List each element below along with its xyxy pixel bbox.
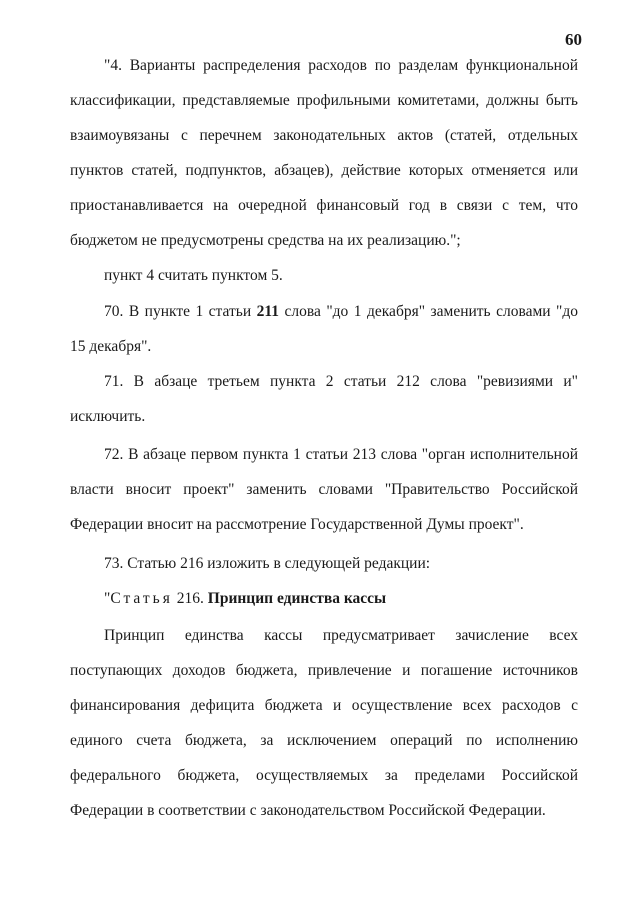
- heading-article-word: Статья: [110, 590, 173, 607]
- article-216-heading: [70, 581, 578, 616]
- page-number: 60: [565, 30, 582, 49]
- paragraph-70-end: слова "до 1 декабря" заменить словами "до 15 декабря".: [70, 303, 579, 355]
- heading-article-number: 216.: [172, 590, 208, 607]
- heading-article-title: Принцип единства кассы: [207, 590, 387, 607]
- heading-quote-mark: ": [104, 590, 111, 607]
- paragraph-73: 73. Статью 216 изложить в следующей редакции:: [104, 555, 431, 572]
- paragraph-70-start: 70. В пункте 1 статьи: [104, 303, 257, 320]
- article-number-211: 211: [256, 303, 280, 320]
- paragraph-70: [70, 294, 578, 364]
- article-216-body: Принцип единства кассы предусматривает зачисление всех поступающих доходов бюджета, привлечение и погашение источников финансирования дефицита бюджета и осуществление всех расходов с единого счета бюджета, за исключением операций по исполнению федерального бюджета, осуществляемых за пределами Российской Федерации в соответствии с законодательством Российской Федерации.: [70, 627, 578, 819]
- paragraph-renumber: пункт 4 считать пунктом 5.: [104, 267, 283, 284]
- paragraph-item-4-quote: "4. Варианты распределения расходов по разделам функциональной классификации, представляемые профильными комитетами, должны быть взаимоувязаны с перечнем законодательных актов (статей, отдельных пунктов статей, подпунктов, абзацев), действие которых отменяется или приостанавливается на очередной финансовый год в связи с тем, что бюджетом не предусмотрены средства на их реализацию.";: [70, 57, 578, 249]
- paragraph-72: 72. В абзаце первом пункта 1 статьи 213 слова "орган исполнительной власти вносит проект" заменить словами "Правительство Российской Федерации вносит на рассмотрение Государственной Думы проект".: [70, 446, 578, 533]
- paragraph-71: 71. В абзаце третьем пункта 2 статьи 212 слова "ревизиями и" исключить.: [70, 373, 578, 425]
